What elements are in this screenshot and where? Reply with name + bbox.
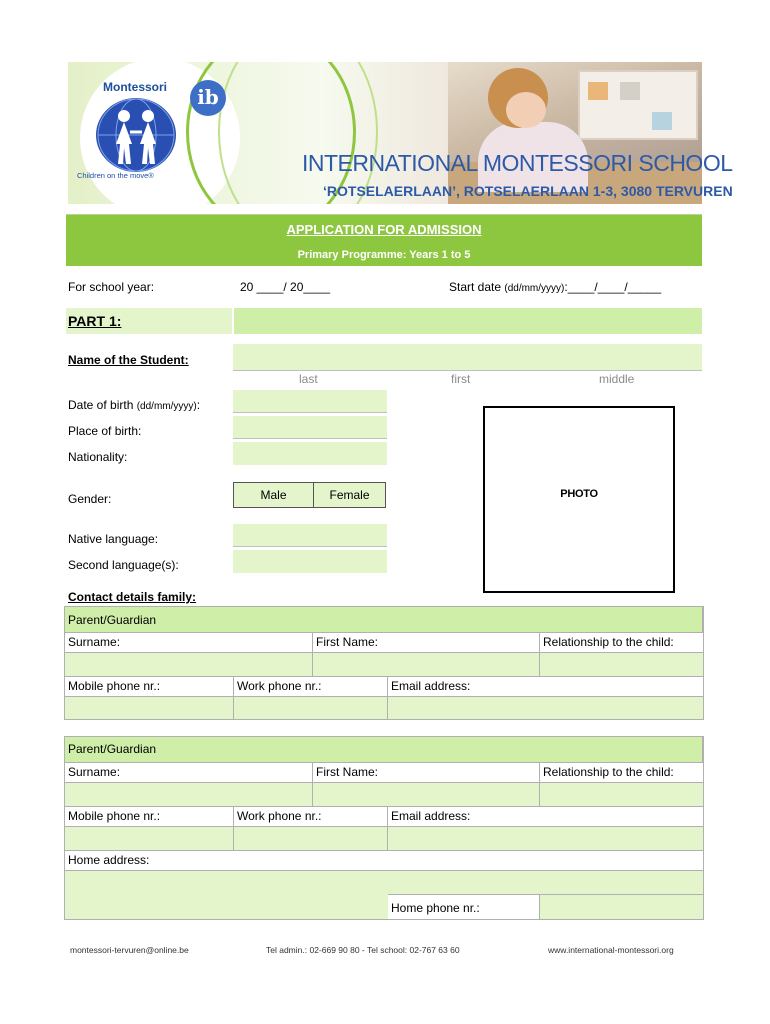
globe-children-icon [96, 98, 176, 172]
guardian2-email-input[interactable] [388, 827, 703, 851]
guardian1-title: Parent/Guardian [65, 607, 703, 633]
form-title-bar [66, 214, 702, 266]
gender-female-option[interactable]: Female [314, 483, 385, 507]
place-of-birth-label: Place of birth: [68, 424, 142, 438]
guardian2-email-label: Email address: [388, 807, 703, 827]
place-of-birth-input[interactable] [233, 416, 387, 439]
dob-label [68, 398, 200, 412]
guardian2-mobile-label: Mobile phone nr.: [65, 807, 234, 827]
student-name-label: Name of the Student: [68, 353, 189, 367]
guardian2-surname-input[interactable] [65, 783, 313, 807]
logo-tagline: Children on the move® [77, 171, 154, 180]
guardian2-work-label: Work phone nr.: [234, 807, 388, 827]
student-name-input[interactable] [233, 344, 702, 370]
school-name: INTERNATIONAL MONTESSORI SCHOOL [302, 150, 733, 176]
native-language-label: Native language: [68, 532, 159, 546]
dob-colon: : [196, 398, 201, 412]
guardian2-home-phone-label: Home phone nr.: [388, 895, 540, 919]
guardian2-home-phone-input[interactable] [540, 895, 703, 919]
part1-bar [66, 308, 702, 334]
guardian2-surname-label: Surname: [65, 763, 313, 783]
contact-heading: Contact details family: [68, 590, 197, 604]
footer-website: www.international-montessori.org [548, 945, 674, 955]
guardian1-mobile-label: Mobile phone nr.: [65, 677, 234, 697]
footer-phones: Tel admin.: 02-669 90 80 - Tel school: 02-767 63 60 [266, 945, 460, 955]
guardian1-email-input[interactable] [388, 697, 703, 719]
dob-input[interactable] [233, 390, 387, 413]
name-part-last: last [299, 372, 318, 386]
guardian1-relationship-label: Relationship to the child: [540, 633, 703, 653]
guardian2-mobile-input[interactable] [65, 827, 234, 851]
guardian2-relationship-input[interactable] [540, 783, 703, 807]
guardian2-home-address-input[interactable] [65, 871, 703, 895]
guardian2-relationship-label: Relationship to the child: [540, 763, 703, 783]
guardian1-table [64, 606, 704, 720]
photo-box[interactable] [483, 406, 675, 593]
gender-male-option[interactable]: Male [234, 483, 314, 507]
dob-format: (dd/mm/yyyy) [136, 401, 197, 412]
guardian1-work-input[interactable] [234, 697, 388, 719]
native-language-input[interactable] [233, 524, 387, 547]
guardian2-work-input[interactable] [234, 827, 388, 851]
name-part-middle: middle [599, 372, 635, 386]
dob-text: Date of birth [68, 398, 134, 412]
start-date-format: (dd/mm/yyyy) [504, 283, 565, 294]
second-language-label: Second language(s): [68, 558, 179, 572]
guardian1-email-label: Email address: [388, 677, 703, 697]
name-part-first: first [451, 372, 471, 386]
part1-heading: PART 1: [68, 313, 122, 329]
guardian2-table [64, 736, 704, 920]
guardian2-firstname-label: First Name: [313, 763, 540, 783]
guardian1-relationship-input[interactable] [540, 653, 703, 677]
guardian1-surname-label: Surname: [65, 633, 313, 653]
start-date-label [449, 280, 661, 294]
form-title: APPLICATION FOR ADMISSION [286, 222, 482, 237]
school-year-label: For school year: [68, 280, 155, 294]
ib-logo: ib [190, 80, 226, 116]
gender-selector [233, 482, 386, 508]
guardian1-work-label: Work phone nr.: [234, 677, 388, 697]
guardian1-mobile-input[interactable] [65, 697, 234, 719]
guardian1-firstname-input[interactable] [313, 653, 540, 677]
logo-title: Montessori [103, 80, 168, 94]
nationality-input[interactable] [233, 442, 387, 465]
start-date-text: Start date [449, 280, 502, 294]
guardian2-home-address-label: Home address: [65, 851, 703, 871]
form-subtitle: Primary Programme: Years 1 to 5 [297, 249, 471, 261]
second-language-input[interactable] [233, 550, 387, 573]
guardian2-firstname-input[interactable] [313, 783, 540, 807]
guardian2-title: Parent/Guardian [65, 737, 703, 763]
gender-label: Gender: [68, 492, 112, 506]
photo-label: PHOTO [560, 488, 598, 500]
footer-email: montessori-tervuren@online.be [70, 945, 189, 955]
school-year-input[interactable]: 20 ____/ 20____ [240, 280, 331, 294]
guardian1-firstname-label: First Name: [313, 633, 540, 653]
school-address: ‘ROTSELAERLAAN’, ROTSELAERLAAN 1-3, 3080 TERVUREN [323, 183, 733, 199]
nationality-label: Nationality: [68, 450, 128, 464]
start-date-input[interactable]: :____/____/_____ [564, 280, 662, 294]
guardian1-surname-input[interactable] [65, 653, 313, 677]
